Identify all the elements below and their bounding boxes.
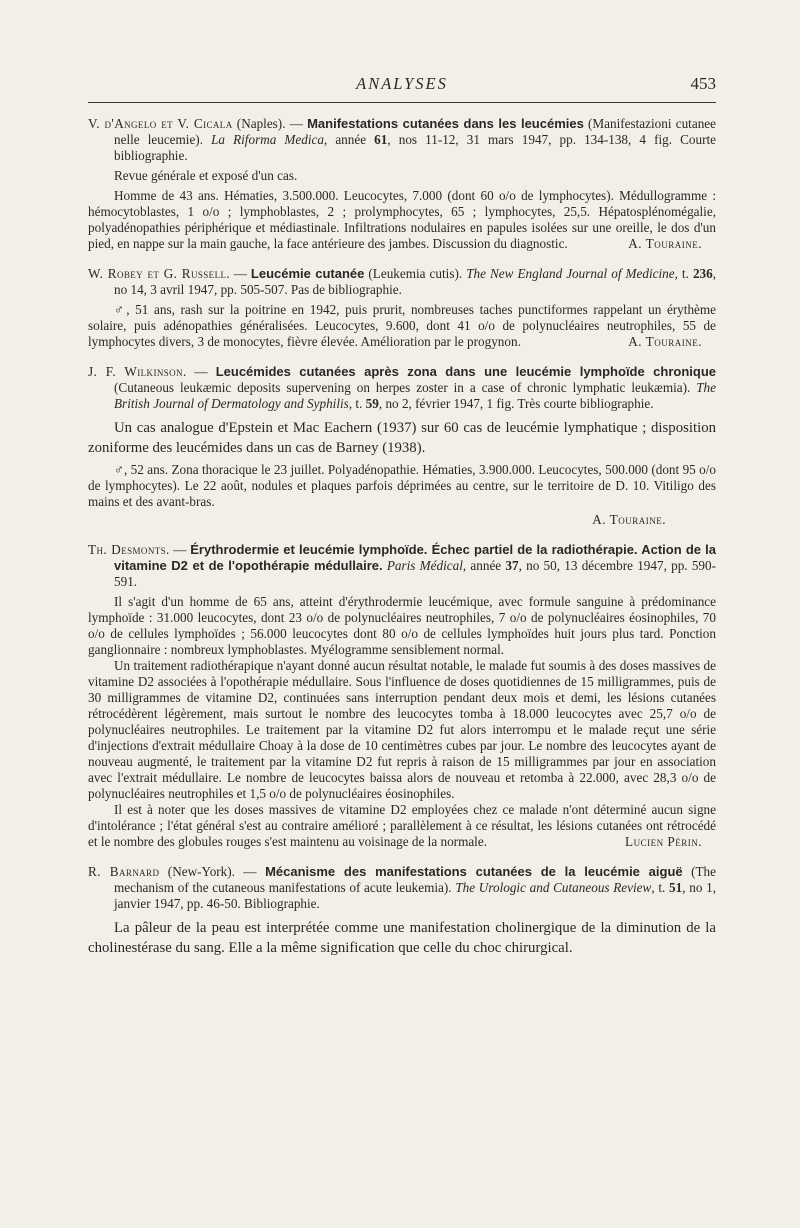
article-title: Leucémides cutanées après zona dans une leucémie lymphoïde chronique xyxy=(215,364,717,379)
reference: V. d'Angelo et V. Cicala (Naples). — Manifestations cutanées dans les leucémies (Manifestazioni cutanee nelle leucemie). La Riforma Medica, année 61, nos 11-12, 31 mars 1947, pp. 134-138, 4 fig. Courte bibliographie. xyxy=(88,116,716,163)
authors: W. Robey et G. Russell xyxy=(88,266,227,281)
reference-details: , no 2, février 1947, 1 fig. Très courte bibliographie. xyxy=(378,396,654,411)
abstract-entry xyxy=(88,364,716,528)
journal-name: The Urologic and Cutaneous Review xyxy=(455,880,652,895)
abstract-paragraph: Un cas analogue d'Epstein et Mac Eachern (1937) sur 60 cas de leucémie lymphatique ; disposition zoniforme des leucémides dans un cas de Barney (1938). xyxy=(88,420,716,456)
abstract-paragraph: La pâleur de la peau est interprétée comme une manifestation cholinergique de la diminution de la cholinestérase du sang. Elle a la même signification que celle du choc chirurgical. xyxy=(88,920,716,956)
reference-details: , nos 11-12, 31 mars 1947, pp. 134-138, 4 fig. Courte bibliographie. xyxy=(114,132,716,163)
reference-details: , no 50, 13 décembre 1947, pp. 590-591. xyxy=(114,558,716,589)
reference: W. Robey et G. Russell. — Leucémie cutanée (Leukemia cutis). The New England Journal of Medicine, t. 236, no 14, 3 avril 1947, pp. 505-507. Pas de bibliographie. xyxy=(88,266,717,297)
authors: Th. Desmonts xyxy=(88,542,167,557)
article-title: Érythrodermie et leucémie lymphoïde. Échec partiel de la radiothérapie. Action de la vitamine D2 et de l'opothérapie médullaire. xyxy=(114,542,716,573)
abstract-entry xyxy=(88,864,716,958)
article-title: Mécanisme des manifestations cutanées de la leucémie aiguë xyxy=(265,864,683,879)
reviewer-signature: Lucien Périn. xyxy=(625,834,702,849)
abstract-paragraph: Il s'agit d'un homme de 65 ans, atteint d'érythrodermie leucémique, avec formule sanguine à prédominance lymphoïde : 31.000 leucocytes, dont 23 o/o de polynucléaires neutrophiles, 7 o/o de polynucléaires éosinophiles, 70 o/o de cellules lymphoïdes ; 56.000 leucocytes dont 80 o/o de cellules lymphoïdes huit jours plus tard. Ponction ganglionnaire : nombreux lymphoblastes. Myélogramme sensiblement normal. xyxy=(88,594,716,657)
reviewer-signature: A. Touraine. xyxy=(628,334,702,349)
abstract-paragraph: Homme de 43 ans. Hématies, 3.500.000. Leucocytes, 7.000 (dont 60 o/o de lymphocytes). Médullogramme : hémocytoblastes, 1 o/o ; lymphoblastes, 2 ; prolymphocytes, 65 ; lymphocytes, 25,5. Hépatosplénomégalie, polyadénopathies périphérique et médiastinale. Infiltrations nodulaires en papules isolées sur une oreille, le dos d'un pied, en nappe sur la main gauche, la face antérieure des jambes. Discussion du diagnostic. A. Touraine. xyxy=(88,188,716,251)
abstract-paragraph: Il est à noter que les doses massives de vitamine D2 employées chez ce malade n'ont déterminé aucun signe d'intolérance ; l'état général s'est au contraire amélioré ; parallèlement à ce résultat, les lésions cutanées ont rétrocédé et le nombre des globules rouges s'est maintenu au voisinage de la normale. Lucien Périn. xyxy=(88,802,716,849)
reference-details: , no 1, janvier 1947, pp. 46-50. Bibliographie. xyxy=(114,880,717,911)
journal-name: The British Journal of Dermatology and Syphilis xyxy=(114,380,716,411)
abstract-paragraph: Revue générale et exposé d'un cas. xyxy=(114,168,298,183)
page-number: 453 xyxy=(690,74,716,93)
authors: V. d'Angelo et V. Cicala xyxy=(88,116,233,131)
article-list xyxy=(88,116,716,972)
reference: Th. Desmonts. — Érythrodermie et leucémie lymphoïde. Échec partiel de la radiothérapie. Action de la vitamine D2 et de l'opothérapie médullaire. Paris Médical, année 37, no 50, 13 décembre 1947, pp. 590-591. xyxy=(88,542,716,589)
authors: R. Barnard xyxy=(88,864,160,879)
journal-name: La Riforma Medica xyxy=(211,132,324,147)
original-title: (Leukemia cutis). xyxy=(364,266,467,281)
volume: 236 xyxy=(692,266,713,281)
volume: 51 xyxy=(669,880,683,895)
running-title: ANALYSES xyxy=(356,74,448,93)
original-title: (The mechanism of the cutaneous manifestations of acute leukemia). xyxy=(114,864,716,895)
volume: 59 xyxy=(365,396,379,411)
original-title: (Cutaneous leukæmic deposits supervening on herpes zoster in a case of chronic lymphatic leukæmia). xyxy=(114,380,697,395)
article-title: Leucémie cutanée xyxy=(250,266,365,281)
volume: 61 xyxy=(374,132,388,147)
abstract-entry xyxy=(88,116,716,252)
page-header xyxy=(88,72,716,103)
authors: J. F. Wilkinson xyxy=(88,364,183,379)
journal-name: Paris Médical xyxy=(386,558,463,573)
abstract-entry xyxy=(88,542,716,850)
abstract-paragraph: Un traitement radiothérapique n'ayant donné aucun résultat notable, le malade fut soumis à des doses massives de vitamine D2 associées à l'opothérapie médullaire. Sous l'influence de doses quotidiennes de 15 milligrammes, puis de 30 milligrammes de vitamine D2, continuées sans interruption pendant deux mois et demi, les lésions cutanées rétrocédèrent légèrement, mais surtout le nombre des leucocytes tomba à 18.000 leucocytes avec 25,7 o/o de polynucléaires neutrophiles. Le traitement par la vitamine D2 fut alors interrompu et le malade reçut une série d'injections d'extrait médullaire Choay à la dose de 10 centimètres cubes par jour. Le nombre des leucocytes ayant de nouveau augmenté, le traitement par la vitamine D2 fut repris à raison de 15 milligrammes par jour en association avec l'extrait médullaire. Le nombre de leucocytes baissa alors de nouveau et retomba à 22.000, avec 28,3 o/o de polynucléaires neutrophiles et 1,5 o/o de polynucléaires éosinophiles. xyxy=(88,658,716,801)
reference-details: , no 14, 3 avril 1947, pp. 505-507. Pas de bibliographie. xyxy=(114,266,717,297)
abstract-paragraph: ♂, 52 ans. Zona thoracique le 23 juillet. Polyadénopathie. Hématies, 3.900.000. Leucocytes, 500.000 (dont 95 o/o de lymphocytes). Le 22 août, nodules et plaques parfois déprimées au centre, sur le territoire de D. 10. Vitiligo des mains et des avant-bras. xyxy=(88,462,716,509)
volume: 37 xyxy=(505,558,519,573)
abstract-paragraph: ♂, 51 ans, rash sur la poitrine en 1942, puis prurit, nombreuses taches punctiformes rappelant un érythème solaire, puis adénopathies généralisées. Leucocytes, 9.600, dont 41 o/o de polynucléaires neutrophiles, 55 de lymphocytes divers, 3 de monocytes, fièvre élevée. Amélioration par le progynon. A. Touraine. xyxy=(88,302,716,349)
original-title: (Manifestazioni cutanee nelle leucemie). xyxy=(114,116,716,147)
reviewer-signature: A. Touraine. xyxy=(592,512,666,527)
reference: R. Barnard (New-York). — Mécanisme des manifestations cutanées de la leucémie aiguë (The mechanism of the cutaneous manifestations of acute leukemia). The Urologic and Cutaneous Review, t. 51, no 1, janvier 1947, pp. 46-50. Bibliographie. xyxy=(88,864,717,911)
abstract-entry xyxy=(88,266,716,350)
journal-name: The New England Journal of Medicine xyxy=(466,266,675,281)
article-title: Manifestations cutanées dans les leucémies xyxy=(307,116,584,131)
reviewer-signature: A. Touraine. xyxy=(628,236,702,251)
reference: J. F. Wilkinson. — Leucémides cutanées après zona dans une leucémie lymphoïde chronique (Cutaneous leukæmic deposits supervening on herpes zoster in a case of chronic lymphatic leukæmia). The British Journal of Dermatology and Syphilis, t. 59, no 2, février 1947, 1 fig. Très courte bibliographie. xyxy=(88,364,717,411)
